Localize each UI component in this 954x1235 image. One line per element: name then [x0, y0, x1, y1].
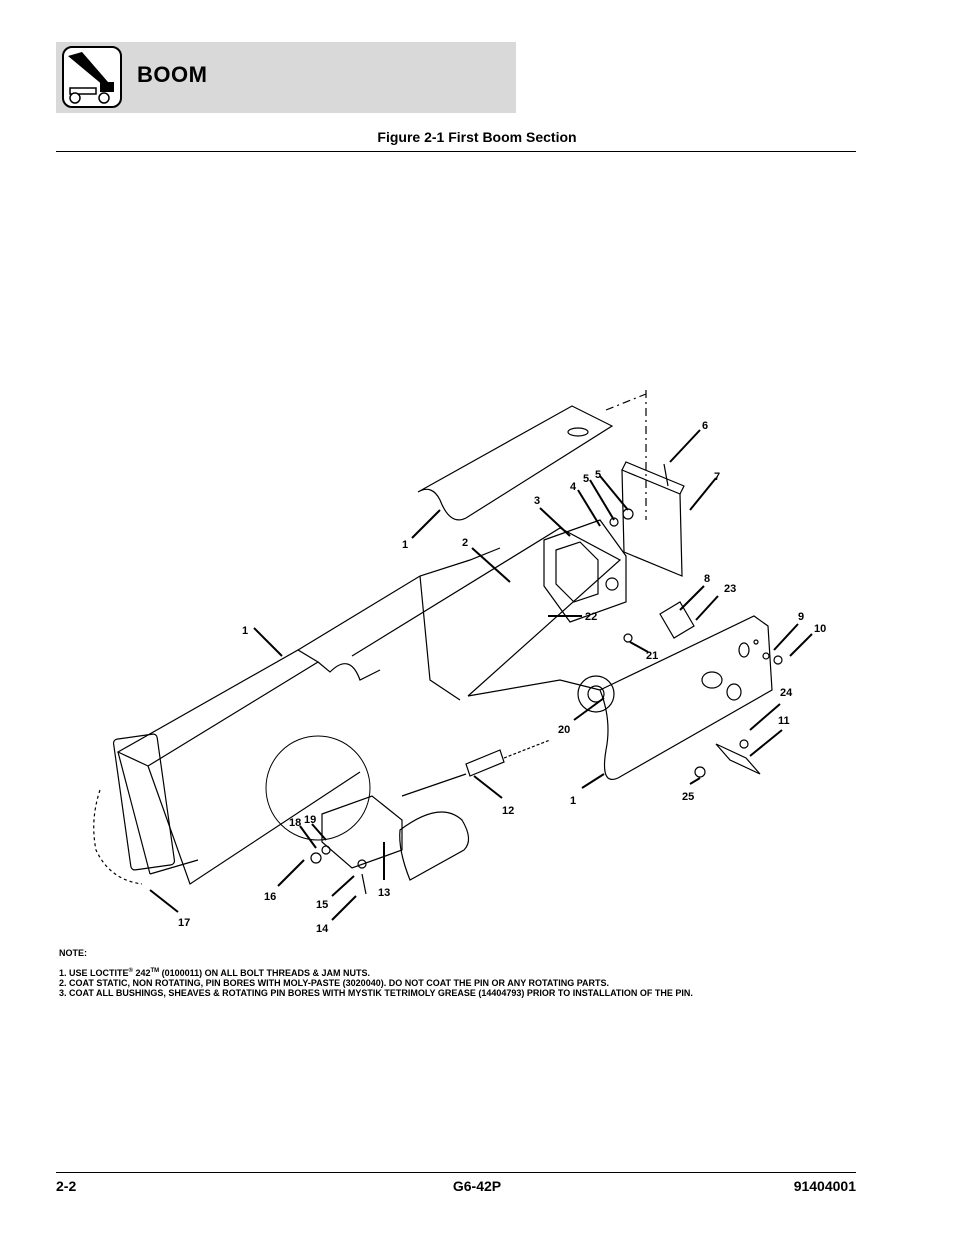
- document-number: 91404001: [793, 1178, 856, 1194]
- callout-label: 6: [702, 420, 709, 432]
- callout-label: 20: [558, 724, 571, 736]
- notes-heading: NOTE:: [59, 948, 87, 958]
- note-2: 2. COAT STATIC, NON ROTATING, PIN BORES WITH MOLY-PASTE (3020040). DO NOT COAT THE PIN OR ANY ROTATING PARTS.: [59, 978, 610, 988]
- callout-label: 1: [570, 795, 577, 807]
- callout-label: 14: [316, 923, 329, 935]
- callout-label: 25: [682, 791, 695, 803]
- callout-label: 17: [178, 917, 191, 929]
- section-title: BOOM: [137, 62, 208, 87]
- callout-label: 21: [646, 650, 659, 662]
- callout-label: 16: [264, 891, 277, 903]
- model-number: G6-42P: [452, 1178, 502, 1194]
- leader-arrows: [150, 430, 812, 920]
- header-rule: [56, 151, 856, 152]
- callout-label: 1: [402, 539, 409, 551]
- note-3: 3. COAT ALL BUSHINGS, SHEAVES & ROTATING PIN BORES WITH MYSTIK TETRIMOLY GREASE (14404793) PRIOR TO INSTALLATION OF THE PIN.: [59, 988, 693, 998]
- telehandler-boom-icon: [62, 46, 122, 108]
- callout-label: 13: [378, 887, 391, 899]
- callout-label: 5: [583, 473, 590, 485]
- callout-label: 19: [304, 814, 317, 826]
- boom-linework: [94, 390, 782, 894]
- callout-label: 15: [316, 899, 329, 911]
- callout-label: 9: [798, 611, 805, 623]
- callout-label: 10: [814, 623, 827, 635]
- callout-label: 24: [780, 687, 793, 699]
- callout-label: 4: [570, 481, 577, 493]
- callout-label: 1: [242, 625, 249, 637]
- boom-exploded-drawing: [0, 380, 954, 940]
- callout-label: 11: [778, 715, 790, 727]
- callout-label: 1: [130, 561, 137, 573]
- callout-label: 23: [724, 583, 737, 595]
- callout-label: 2: [462, 537, 469, 549]
- callout-label: 8: [704, 573, 711, 585]
- notes-block: [59, 948, 693, 998]
- callout-label: 12: [502, 805, 515, 817]
- figure-title: Figure 2-1 First Boom Section: [377, 129, 577, 145]
- callout-label: 7: [714, 471, 721, 483]
- callout-label: 5: [595, 469, 602, 481]
- callout-label: 18: [289, 817, 302, 829]
- header-band: [56, 42, 516, 113]
- callout-label: 3: [534, 495, 541, 507]
- footer-rule: [56, 1172, 856, 1173]
- callout-label: 22: [585, 611, 598, 623]
- page-number: 2-2: [56, 1178, 77, 1194]
- note-1: 1. USE LOCTITE® 242™ (0100011) ON ALL BOLT THREADS & JAM NUTS.: [59, 968, 371, 978]
